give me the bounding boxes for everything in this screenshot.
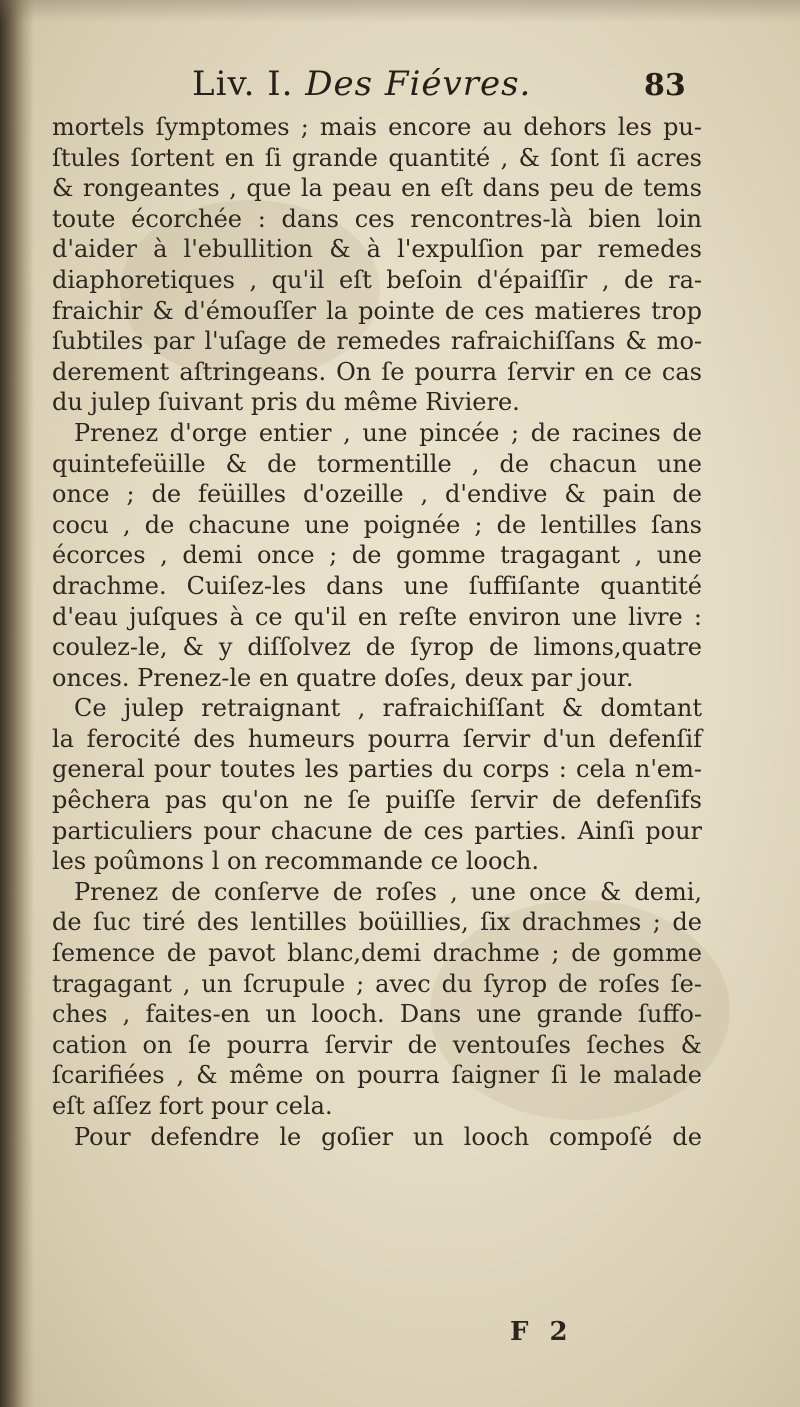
text-line: derement aſtringeans. On ſe pourra ſervir en ce cas [52,357,702,386]
text-line: Prenez d'orge entier , une pincée ; de racines de [74,418,702,447]
section-title: Des Fiévres. [305,64,532,104]
running-head-title [192,64,531,104]
text-line: drachme. Cuiſez-les dans une ſuffiſante quantité [52,571,702,600]
text-line: quintefeüille & de tormentille , de chacun une [52,449,702,478]
text-line: toute écorchée : dans ces rencontres-là bien loin [52,204,702,233]
text-line: pêchera pas qu'on ne ſe puiſſe ſervir de defenſifs [52,786,702,815]
text-line: du julep ſuivant pris du même Riviere. [52,388,520,417]
text-line: general pour toutes les parties du corps : cela n'em- [52,755,702,784]
binding-shadow [0,0,34,1407]
text-line: cation on ſe pourra ſervir de ventouſes ſeches & [52,1030,702,1059]
text-line: mortels ſymptomes ; mais encore au dehors les pu- [52,113,702,141]
running-header [150,64,590,114]
text-line: onces. Prenez-le en quatre doſes, deux par jour. [52,663,634,692]
text-line: Prenez de conſerve de roſes , une once & demi, [74,877,702,906]
text-line: coulez-le, & y diſſolvez de ſyrop de limons,quatre [52,633,702,662]
signature-mark: F 2 [510,1317,574,1347]
text-line: Pour defendre le goſier un looch compoſé de [74,1122,702,1151]
text-line: ſtules ſortent en ſi grande quantité , & ſont ſi acres [52,143,702,172]
book-number: Liv. I. [192,64,294,104]
page-number: 83 [644,68,686,103]
page-top-edge [0,0,800,22]
body-text [52,112,702,1152]
text-line: ſemence de pavot blanc,demi drachme ; de gomme [52,939,702,968]
text-line: la ferocité des humeurs pourra ſervir d'un defenſif [52,724,702,753]
text-line: ſcarifiées , & même on pourra ſaigner ſi le malade [52,1061,702,1090]
text-line: tragagant , un ſcrupule ; avec du ſyrop de roſes ſe- [52,969,702,998]
text-line: ſubtiles par l'uſage de remedes rafraichiſſans & mo- [52,327,702,356]
text-line: écorces , demi once ; de gomme tragagant , une [52,541,702,570]
text-line: particuliers pour chacune de ces parties. Ainſi pour [52,816,702,845]
text-line: d'eau juſques à ce qu'il en reſte environ une livre : [52,602,702,631]
text-line: les poûmons l on recommande ce looch. [52,847,539,876]
text-line: d'aider à l'ebullition & à l'expulſion par remedes [52,235,702,264]
text-line: Ce julep retraignant , rafraichiſſant & domtant [74,694,702,723]
text-line: eſt aſſez fort pour cela. [52,1092,333,1120]
text-line: ches , faites-en un looch. Dans une grande ſuffo- [52,1000,702,1029]
text-line: & rongeantes , que la peau en eſt dans peu de tems [52,174,702,203]
text-line: diaphoretiques , qu'il eſt beſoin d'épaiſſir , de ra- [52,265,702,294]
text-line: fraichir & d'émouſſer la pointe de ces matieres trop [52,296,702,325]
text-line: de ſuc tiré des lentilles boüillies, ſix drachmes ; de [52,908,702,937]
text-line: cocu , de chacune une poignée ; de lentilles ſans [52,510,702,539]
text-line: once ; de feüilles d'ozeille , d'endive & pain de [52,480,702,509]
